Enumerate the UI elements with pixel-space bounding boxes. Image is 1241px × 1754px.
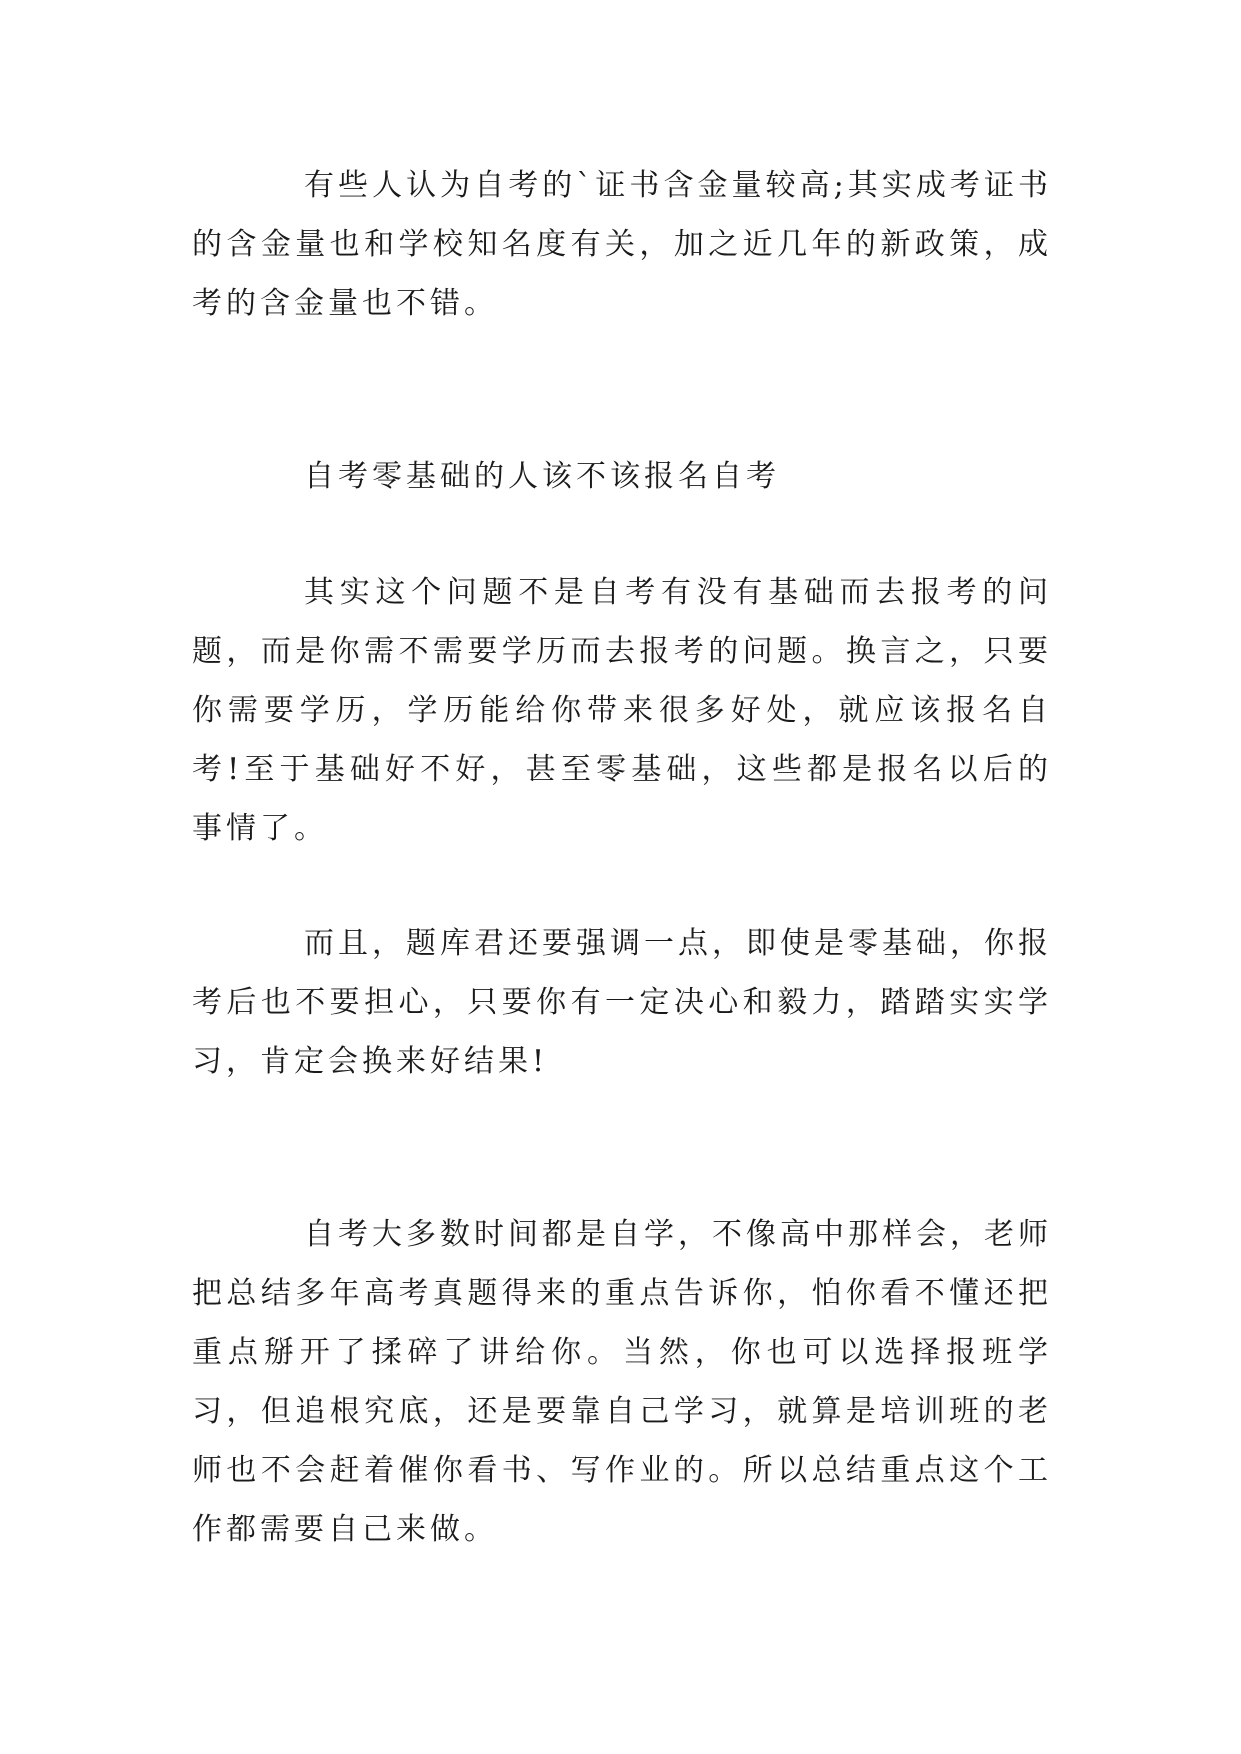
paragraph-self-study: 自考大多数时间都是自学，不像高中那样会，老师把总结多年高考真题得来的重点告诉你，怕你看不懂还把重点掰开了揉碎了讲给你。当然，你也可以选择报班学习，但追根究底，还是要靠自己学习，就算是培训班的老师也不会赶着催你看书、写作业的。所以总结重点这个工作都需要自己来做。 bbox=[192, 1217, 1052, 1547]
paragraph-need-degree: 其实这个问题不是自考有没有基础而去报考的问题，而是你需不需要学历而去报考的问题。换言之，只要你需要学历，学历能给你带来很多好处，就应该报名自考!至于基础好不好，甚至零基础，这些都是报名以后的事情了。 bbox=[192, 575, 1052, 846]
paragraph-certificate-value: 有些人认为自考的`证书含金量较高;其实成考证书的含金量也和学校知名度有关，加之近几年的新政策，成考的含金量也不错。 bbox=[192, 168, 1052, 321]
section-heading: 自考零基础的人该不该报名自考 bbox=[304, 459, 780, 494]
paragraph-dont-worry: 而且，题库君还要强调一点，即使是零基础，你报考后也不要担心，只要你有一定决心和毅力，踏踏实实学习，肯定会换来好结果! bbox=[192, 926, 1052, 1079]
